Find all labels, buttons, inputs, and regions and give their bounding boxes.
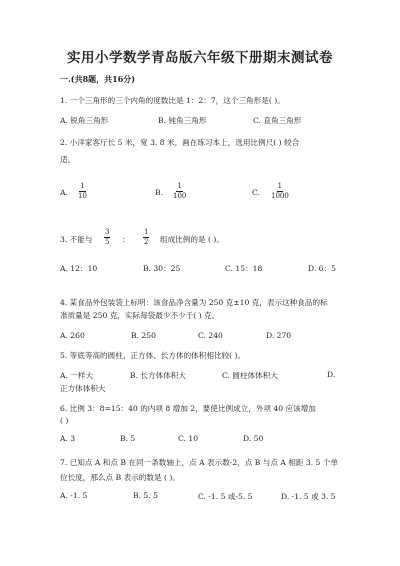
question-4-option-a: A. 260 bbox=[60, 331, 85, 340]
section-heading: 一.(共8题，共16分) bbox=[60, 74, 136, 84]
question-7-stem-line-2: 位长度，那么点 B 表示的数是 ( )。 bbox=[60, 473, 180, 482]
question-4-option-d: D. 270 bbox=[266, 331, 292, 340]
question-3-suffix: 组成比例的是 ( )。 bbox=[160, 235, 224, 244]
question-3-option-d: D. 6：5 bbox=[308, 264, 336, 273]
question-4-stem-line-2: 准质量是 250 克，实际每袋最少不少于( ) 克。 bbox=[60, 311, 220, 320]
question-6-option-a: A. 3 bbox=[60, 434, 76, 443]
question-2-stem-line-2: 适。 bbox=[60, 155, 76, 164]
question-7-option-d: D. -1. 5 或 3. 5 bbox=[281, 492, 336, 501]
question-2-option-c-fraction bbox=[271, 183, 289, 200]
fraction-denominator: 5 bbox=[105, 238, 110, 246]
fraction-denominator: 100 bbox=[173, 192, 187, 200]
question-2-stem-line-1: 2. 小洋家客厅长 5 米，宽 3. 8 米，画在练习本上，选用比例尺( ) 较合 bbox=[60, 138, 300, 147]
question-6-option-c: C. 10 bbox=[178, 434, 199, 443]
question-2-option-b-fraction bbox=[173, 183, 186, 200]
question-3-fraction-2 bbox=[143, 229, 149, 246]
question-5-option-a: A. 一样大 bbox=[60, 371, 94, 380]
question-3-fraction-1 bbox=[104, 229, 110, 246]
fraction-numerator: 1 bbox=[277, 182, 283, 190]
question-1-option-c: C. 直角三角形 bbox=[253, 116, 302, 125]
question-5-option-c: C. 圆柱体体积大 bbox=[222, 371, 278, 380]
question-7-option-a: A. -1. 5 bbox=[60, 491, 88, 500]
fraction-denominator: 2 bbox=[144, 238, 149, 246]
question-6-stem-line-2: ( ) bbox=[60, 416, 69, 425]
question-5-option-b: B. 长方体体积大 bbox=[130, 371, 186, 380]
question-7-option-c: C. -1. 5 或-5. 5 bbox=[198, 492, 253, 501]
fraction-denominator: 10 bbox=[78, 192, 87, 200]
question-1-option-a: A. 锐角三角形 bbox=[60, 116, 109, 125]
question-7-option-b: B. 5. 5 bbox=[133, 491, 158, 500]
question-2-option-a-fraction bbox=[78, 183, 87, 200]
fraction-numerator: 1 bbox=[144, 228, 149, 236]
question-3-colon: ： bbox=[122, 235, 130, 244]
question-3-option-b: B. 30：25 bbox=[143, 264, 181, 273]
fraction-numerator: 1 bbox=[80, 182, 85, 190]
question-1-option-b: B. 钝角三角形 bbox=[158, 116, 207, 125]
question-3-option-a: A. 12：10 bbox=[60, 264, 98, 273]
fraction-numerator: 3 bbox=[105, 228, 110, 236]
question-3-option-c: C. 15：18 bbox=[225, 264, 263, 273]
question-6-option-b: B. 5 bbox=[120, 434, 136, 443]
question-4-stem-line-1: 4. 某食品外包装袋上标明：该食品净含量为 250 克±10 克，表示这种食品的标 bbox=[60, 298, 328, 307]
question-6-option-d: D. 50 bbox=[243, 434, 264, 443]
question-3-prefix: 3. 不能与 bbox=[60, 235, 93, 244]
question-2-option-b-label: B. bbox=[155, 188, 163, 197]
question-2-option-c-label: C. bbox=[252, 188, 260, 197]
question-7-stem-line-1: 7. 已知点 A 和点 B 在同一条数轴上，点 A 表示数-2，点 B 与点 A 相距 3. 5 个单 bbox=[60, 458, 338, 467]
question-5-stem: 5. 等底等高的圆柱、正方体、长方体的体积相比较( )。 bbox=[60, 351, 246, 360]
question-4-option-c: C. 240 bbox=[198, 331, 223, 340]
question-1-stem: 1. 一个三角形的三个内角的度数比是 1：2：7，这个三角形是( )。 bbox=[60, 96, 285, 105]
question-6-stem-line-1: 6. 比例 3：8=15：40 的内项 8 增加 2，要使比例成立，外项 40 应该增加 bbox=[60, 404, 316, 413]
question-4-option-b: B. 250 bbox=[131, 331, 156, 340]
exam-title: 实用小学数学青岛版六年级下册期末测试卷 bbox=[67, 50, 333, 66]
fraction-denominator: 1000 bbox=[271, 192, 289, 200]
question-2-option-a-label: A. bbox=[60, 188, 68, 197]
question-5-option-d: D. bbox=[327, 370, 336, 379]
question-5-option-d-text: 正方体体积大 bbox=[60, 384, 106, 393]
fraction-numerator: 1 bbox=[177, 182, 182, 190]
